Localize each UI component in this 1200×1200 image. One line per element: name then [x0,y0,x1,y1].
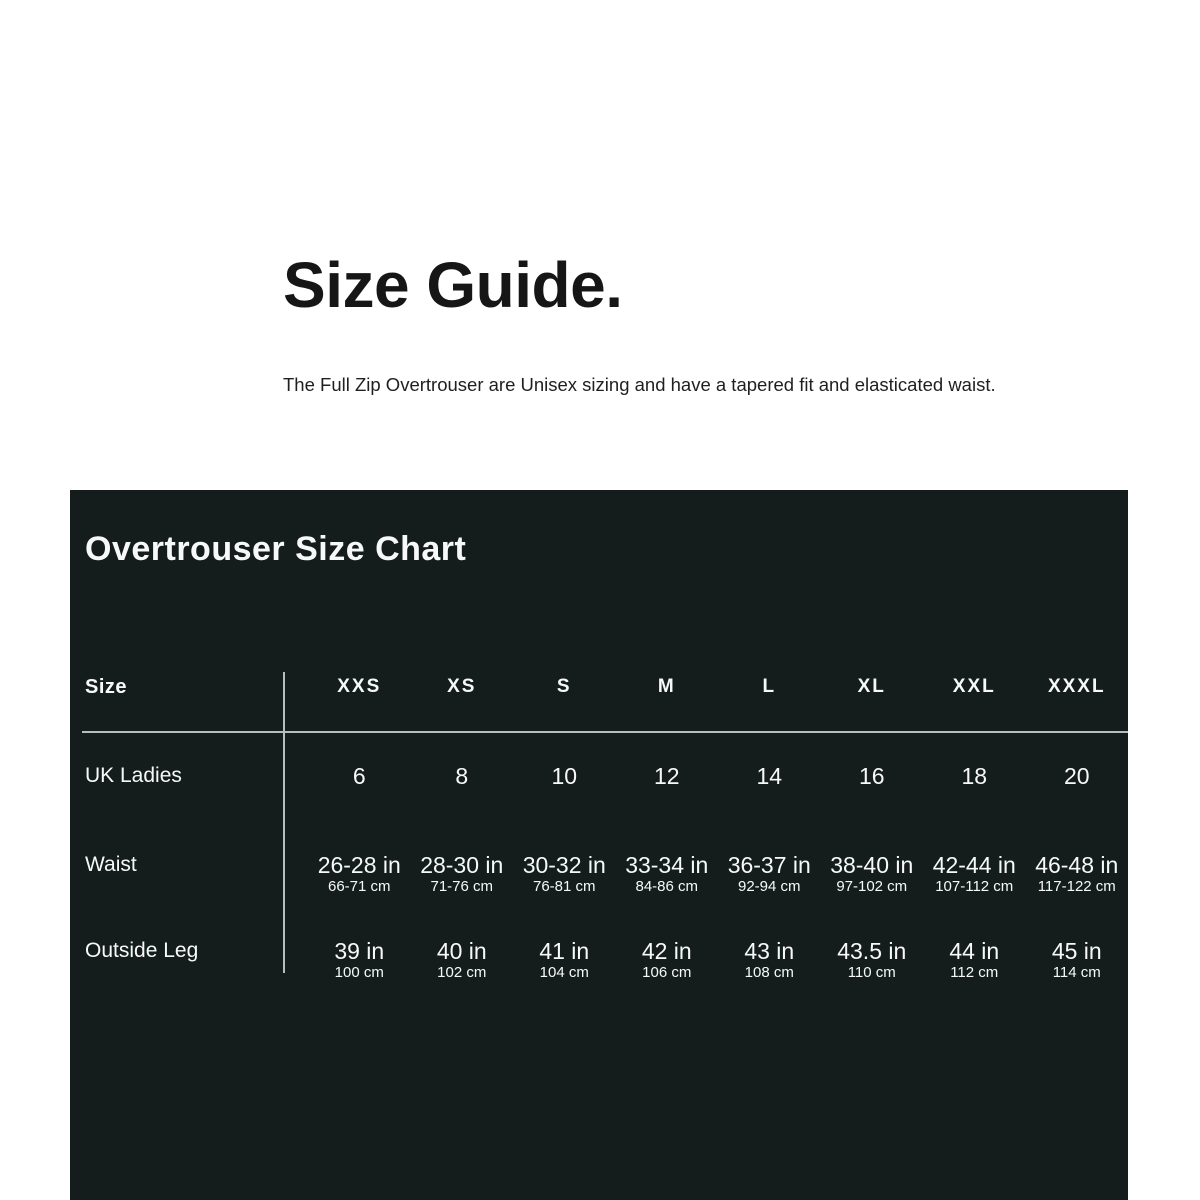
waist-value [308,852,411,896]
outside-leg-value [718,938,821,982]
uk-ladies-label: UK Ladies [85,764,182,787]
waist-inches: 42-44 in [932,852,1016,878]
column-header-xl: XL [857,676,886,697]
outside-leg-value [923,938,1026,982]
column-header-xxl: XXL [952,676,996,697]
page-subtitle: The Full Zip Overtrouser are Unisex sizing and have a tapered fit and elasticated waist. [283,374,996,395]
waist-cm: 71-76 cm [430,878,494,895]
outside-leg-inches: 43.5 in [837,938,907,964]
outside-leg-value [821,938,924,982]
waist-cm: 97-102 cm [836,878,908,895]
uk-ladies-value: 18 [961,762,988,789]
waist-value [923,852,1026,896]
waist-inches: 33-34 in [625,852,709,878]
column-header-xs: XS [447,676,477,697]
waist-value [411,852,514,896]
waist-inches: 38-40 in [830,852,914,878]
waist-cm: 92-94 cm [737,878,801,895]
size-corner-label: Size [85,675,128,698]
outside-leg-inches: 42 in [641,938,692,964]
waist-value [718,852,821,896]
outside-leg-value [411,938,514,982]
column-header-l: L [762,676,777,697]
outside-leg-value [308,938,411,982]
outside-leg-value [616,938,719,982]
waist-cm: 84-86 cm [635,878,699,895]
outside-leg-inches: 43 in [744,938,795,964]
outside-leg-value [513,938,616,982]
outside-leg-cm: 108 cm [744,964,794,981]
outside-leg-row [85,938,1128,982]
outside-leg-value [1026,938,1129,982]
waist-cm: 76-81 cm [532,878,596,895]
waist-inches: 30-32 in [522,852,606,878]
waist-value [616,852,719,896]
waist-inches: 46-48 in [1035,852,1119,878]
waist-label: Waist [85,853,137,876]
uk-ladies-value: 12 [653,762,680,789]
waist-row [85,852,1128,896]
page-title: Size Guide. [283,249,623,321]
uk-ladies-row [85,760,1128,792]
waist-inches: 26-28 in [317,852,401,878]
waist-cm: 107-112 cm [935,878,1014,895]
column-header-s: S [556,676,572,697]
uk-ladies-value: 6 [352,762,366,789]
column-header-m: M [657,676,676,697]
waist-cm: 66-71 cm [327,878,391,895]
waist-value [513,852,616,896]
uk-ladies-value: 8 [455,762,469,789]
outside-leg-inches: 39 in [334,938,385,964]
outside-leg-cm: 102 cm [437,964,487,981]
outside-leg-cm: 106 cm [642,964,692,981]
waist-cm: 117-122 cm [1037,878,1116,895]
uk-ladies-value: 16 [858,762,885,789]
uk-ladies-value: 10 [551,762,578,789]
column-header-xxxl: XXXL [1047,676,1106,697]
header-row-divider [82,731,1128,733]
waist-value [1026,852,1129,896]
waist-inches: 28-30 in [420,852,504,878]
outside-leg-cm: 100 cm [334,964,384,981]
outside-leg-inches: 40 in [436,938,487,964]
outside-leg-cm: 114 cm [1052,964,1101,981]
uk-ladies-value: 14 [756,762,783,789]
column-header-xxs: XXS [337,676,382,697]
label-column-divider [283,672,285,973]
outside-leg-cm: 104 cm [539,964,589,981]
outside-leg-inches: 44 in [949,938,1000,964]
size-header-row [85,672,1128,702]
outside-leg-inches: 45 in [1051,938,1102,964]
outside-leg-cm: 112 cm [950,964,999,981]
outside-leg-label: Outside Leg [85,939,199,962]
uk-ladies-value: 20 [1063,762,1090,789]
waist-inches: 36-37 in [727,852,811,878]
outside-leg-inches: 41 in [539,938,590,964]
waist-value [821,852,924,896]
size-chart-title: Overtrouser Size Chart [85,530,467,568]
size-chart-panel [70,490,1128,1200]
outside-leg-cm: 110 cm [847,964,896,981]
